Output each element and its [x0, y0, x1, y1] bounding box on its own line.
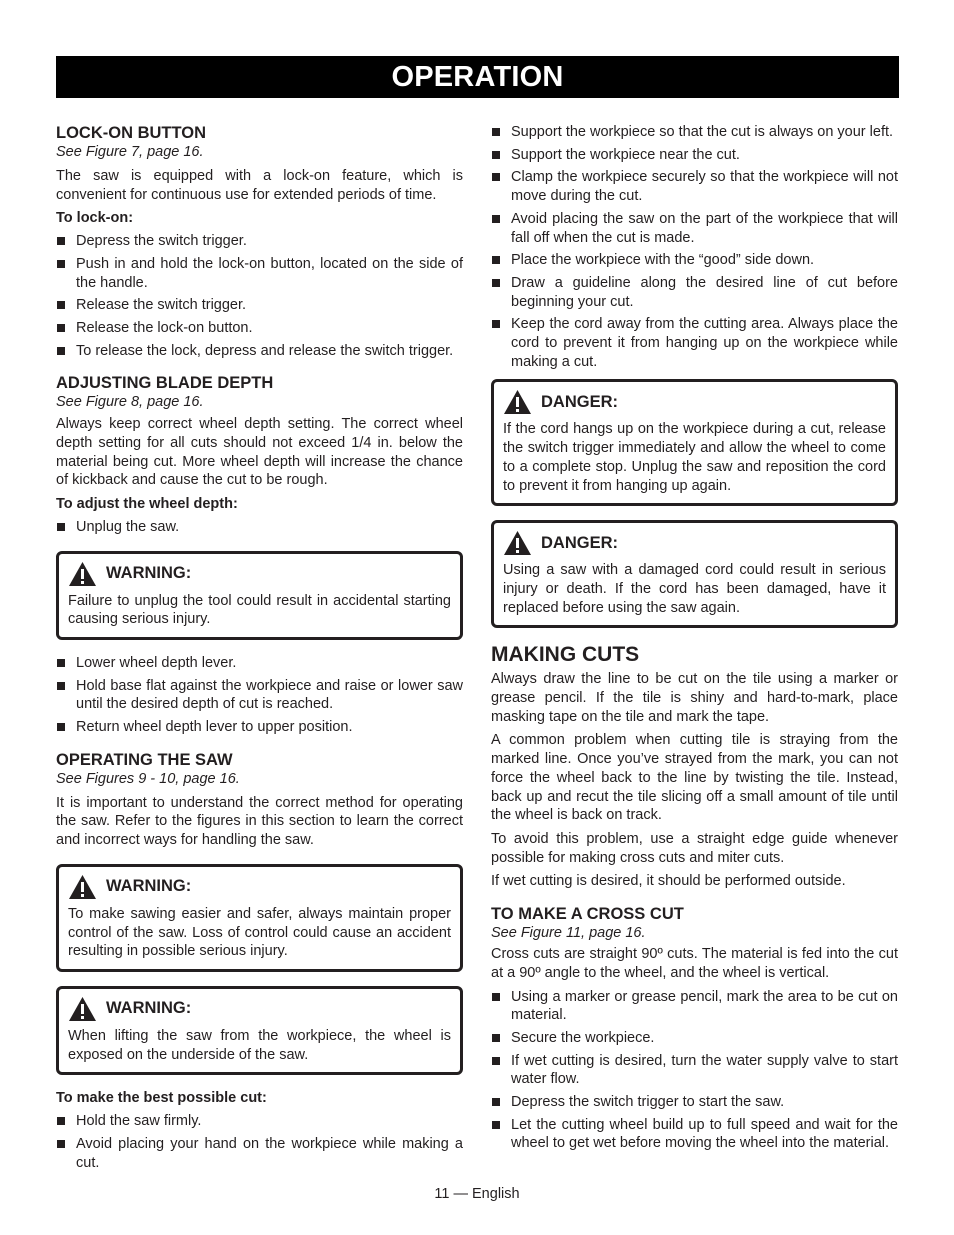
danger-triangle-icon [503, 389, 532, 415]
list-item: Draw a guideline along the desired line of cut before beginning your cut. [491, 274, 898, 311]
danger-triangle-icon [503, 530, 532, 556]
cross-cut-intro: Cross cuts are straight 90º cuts. The material is fed into the cut at a 90º angle to the wheel, and the wheel is vertical. [491, 946, 898, 981]
list-item: Hold base flat against the workpiece and raise or lower saw until the desired depth of cut is reached. [56, 677, 463, 714]
lock-on-heading: LOCK-ON BUTTON [56, 124, 207, 142]
square-bullet-icon [492, 151, 500, 159]
list-item: Unplug the saw. [56, 518, 463, 537]
danger-box-cord-hangs [491, 379, 898, 506]
list-item: Hold the saw firmly. [56, 1112, 463, 1131]
blade-depth-sublabel: To adjust the wheel depth: [56, 496, 238, 513]
danger-label: DANGER: [541, 392, 618, 411]
square-bullet-icon [492, 256, 500, 264]
cross-cut-section [491, 904, 898, 1153]
blade-depth-steps-before [56, 518, 463, 537]
warning-header [68, 996, 451, 1022]
square-bullet-icon [492, 1098, 500, 1106]
operating-intro: It is important to understand the correct method for operating the saw. Refer to the figures in this section to learn the correct and incorrect ways for handling the saw. [56, 794, 463, 849]
blade-depth-intro: Always keep correct wheel depth setting. The correct wheel depth setting for all cuts should not exceed 1/4 in. below the material being cut. More wheel depth will increase the chance of kickback and cause the cut to be rough. [56, 416, 463, 489]
list-item: Depress the switch trigger. [56, 232, 463, 251]
warning-triangle-icon [68, 874, 97, 900]
danger-text: If the cord hangs up on the workpiece during a cut, release the switch trigger immediately and allow the wheel to come to a complete stop. Unplug the saw and reposition the cord to prevent it from hanging up again. [503, 421, 886, 494]
square-bullet-icon [57, 659, 65, 667]
list-item: Return wheel depth lever to upper position. [56, 718, 463, 737]
making-cuts-paragraph: Always draw the line to be cut on the tile using a marker or grease pencil. If the tile is shiny and hard-to-mark, place masking tape on the tile and mark the tape. [491, 671, 898, 725]
square-bullet-icon [57, 260, 65, 268]
square-bullet-icon [57, 301, 65, 309]
blade-depth-heading: ADJUSTING BLADE DEPTH [56, 374, 274, 393]
operating-section [56, 750, 463, 1172]
list-item: Keep the cord away from the cutting area. Always place the cord to prevent it from hanging up on the workpiece while making a cut. [491, 315, 898, 371]
list-item: Using a marker or grease pencil, mark the area to be cut on material. [491, 988, 898, 1025]
danger-box-damaged-cord [491, 520, 898, 628]
square-bullet-icon [57, 237, 65, 245]
square-bullet-icon [492, 993, 500, 1001]
warning-triangle-icon [68, 561, 97, 587]
danger-label: DANGER: [541, 533, 618, 552]
making-cuts-paragraph: To avoid this problem, use a straight edge guide whenever possible for making cross cuts and miter cuts. [491, 830, 898, 866]
square-bullet-icon [492, 320, 500, 328]
lock-on-intro: The saw is equipped with a lock-on feature, which is convenient for continuous use for extended periods of time. [56, 168, 463, 203]
best-cut-sublabel: To make the best possible cut: [56, 1090, 267, 1107]
best-cut-steps-left [56, 1112, 463, 1172]
square-bullet-icon [57, 523, 65, 531]
square-bullet-icon [57, 1140, 65, 1148]
warning-text: Failure to unplug the tool could result in accidental starting causing serious injury. [68, 592, 451, 628]
warning-text: To make sawing easier and safer, always maintain proper control of the saw. Loss of control could cause an accident resulting in possible serious injury. [68, 905, 451, 960]
warning-label: WARNING: [106, 877, 192, 896]
list-item: Secure the workpiece. [491, 1029, 898, 1048]
square-bullet-icon [492, 1121, 500, 1129]
square-bullet-icon [492, 1057, 500, 1065]
cross-cut-steps [491, 988, 898, 1154]
list-item: Let the cutting wheel build up to full speed and wait for the wheel to get wet before moving the wheel into the material. [491, 1116, 898, 1153]
cross-cut-heading: TO MAKE A CROSS CUT [491, 905, 684, 924]
list-item: Avoid placing your hand on the workpiece while making a cut. [56, 1135, 463, 1172]
danger-header [503, 530, 886, 556]
list-item: Place the workpiece with the “good” side down. [491, 251, 898, 270]
list-item: Depress the switch trigger to start the saw. [491, 1093, 898, 1112]
warning-label: WARNING: [106, 999, 192, 1018]
warning-box-control [56, 864, 463, 972]
operating-heading: OPERATING THE SAW [56, 750, 233, 769]
warning-text: When lifting the saw from the workpiece, the wheel is exposed on the underside of the saw. [68, 1027, 451, 1063]
blade-depth-figure-ref: See Figure 8, page 16. [56, 394, 204, 411]
danger-text: Using a saw with a damaged cord could result in serious injury or death. If the cord has been damaged, have it replaced before using the saw again. [503, 562, 886, 616]
square-bullet-icon [57, 723, 65, 731]
lock-on-steps [56, 232, 463, 360]
making-cuts-paragraph: A common problem when cutting tile is straying from the marked line. Once you’ve strayed from the mark, you can not force the wheel back to the line by twisting the tile. Instead, back up and recut the tile slicing off a small amount of tile until the wheel is back on track. [491, 732, 898, 824]
list-item: Release the switch trigger. [56, 296, 463, 315]
right-column [491, 123, 898, 1157]
best-cut-steps-right [491, 123, 898, 371]
list-item: Release the lock-on button. [56, 319, 463, 338]
warning-triangle-icon [68, 996, 97, 1022]
square-bullet-icon [492, 215, 500, 223]
operating-figure-ref: See Figures 9 - 10, page 16. [56, 770, 240, 787]
page-footer [0, 1186, 954, 1202]
warning-box-unplug [56, 551, 463, 640]
warning-header [68, 874, 451, 900]
warning-label: WARNING: [106, 564, 192, 583]
page-title: OPERATION [391, 61, 564, 93]
square-bullet-icon [57, 347, 65, 355]
lock-on-figure-ref: See Figure 7, page 16. [56, 144, 204, 160]
square-bullet-icon [492, 173, 500, 181]
square-bullet-icon [492, 279, 500, 287]
square-bullet-icon [57, 682, 65, 690]
list-item: To release the lock, depress and release the switch trigger. [56, 342, 463, 361]
making-cuts-section [491, 642, 898, 891]
warning-box-lifting [56, 986, 463, 1075]
list-item: Avoid placing the saw on the part of the workpiece that will fall off when the cut is made. [491, 210, 898, 247]
making-cuts-paragraph: If wet cutting is desired, it should be performed outside. [491, 873, 846, 890]
list-item: If wet cutting is desired, turn the water supply valve to start water flow. [491, 1052, 898, 1089]
list-item: Push in and hold the lock-on button, located on the side of the handle. [56, 255, 463, 292]
cross-cut-figure-ref: See Figure 11, page 16. [491, 925, 646, 942]
page-number: 11 — English [434, 1186, 520, 1202]
lock-on-sublabel: To lock-on: [56, 210, 134, 227]
left-column [56, 123, 463, 1176]
square-bullet-icon [57, 1117, 65, 1125]
blade-depth-section [56, 373, 463, 736]
list-item: Clamp the workpiece securely so that the workpiece will not move during the cut. [491, 168, 898, 205]
square-bullet-icon [492, 128, 500, 136]
lock-on-section [56, 123, 463, 360]
danger-header [503, 389, 886, 415]
making-cuts-heading: MAKING CUTS [491, 643, 640, 667]
list-item: Support the workpiece so that the cut is always on your left. [491, 123, 898, 142]
list-item: Support the workpiece near the cut. [491, 146, 898, 165]
page-title-banner [56, 56, 899, 98]
square-bullet-icon [57, 324, 65, 332]
list-item: Lower wheel depth lever. [56, 654, 463, 673]
square-bullet-icon [492, 1034, 500, 1042]
blade-depth-steps-after [56, 654, 463, 737]
warning-header [68, 561, 451, 587]
